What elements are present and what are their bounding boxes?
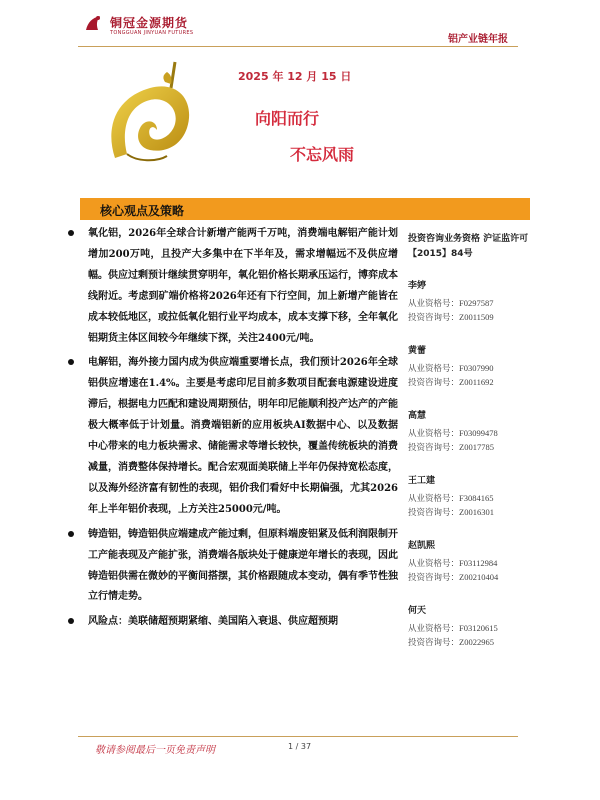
analyst-name: 李婷 [408,281,427,291]
core-views-list [64,224,398,637]
bullet-cast-aluminum [64,525,398,609]
analyst-cert: 从业资格号：F03099478 [408,428,498,438]
bullet-text: 铸造铝，铸造铝供应端建成产能过剩，但原料端废铝紧及低利润限制开工产能表现及产能扩张，消费端各版块处于健康逆年增长的表现，因此铸造铝供需在微妙的平衡间搭摆，其价格跟随成本变动，偶有季节性独立行情走势。 [88,528,398,603]
analyst-card [408,603,530,649]
analyst-card [408,278,530,324]
analyst-card [408,343,530,389]
bullet-dot-icon [68,230,74,236]
bullet-risks [64,612,398,633]
bullet-text: 风险点：美联储超预期紧缩、美国陷入衰退、供应超预期 [88,616,338,628]
page-number: 1 / 37 [288,742,312,751]
analyst-advisory: 投资咨询号：Z00210404 [408,572,499,582]
bullet-text: 电解铝，海外接力国内成为供应端重要增长点，我们预计2026年全球铝供应增速在1.4%。主要是考虑印尼目前多数项目配套电源建设进度滞后，根据电力匹配和建设周期预估，明年印尼能顺利投产达产的产能极大概率低于计划量。消费端铝新的应用板块AI数据中心、以及数据中心带来的电力板块需求、储能需求等增长较快，覆盖传统板块的消费减量，消费整体保持增长。配合宏观面美联储上半年仍保持宽松态度，以及海外经济富有韧性的表现，铝价我们看好中长期偏强，尤其2026年上半年铝价表现，上方关注25000元/吨。 [88,357,398,515]
report-title-line1: 向阳而行 [255,109,320,128]
header-divider [78,46,518,47]
analyst-card [408,473,530,519]
analyst-card [408,408,530,454]
analyst-sidebar [408,232,530,668]
bullet-text: 氧化铝，2026年全球合计新增产能两千万吨，消费端电解铝产能计划增加200万吨，且投产大多集中在下半年及，需求增幅远不及供应增幅。供应过剩预计继续贯穿明年，氧化铝价格长期承压运行，博弈成本线附近。考虑到矿端价格将2026年还有下行空间，加上新增产能皆在成本较低地区，或拉低氧化铝行业平均成本，成本支撑下移，全年氧化铝期货主体区间较今年继续下探，关注2400元/吨。 [88,228,398,344]
company-logo-icon [82,12,104,34]
license-heading: 投资咨询业务资格 沪证监许可【2015】84号 [408,234,529,259]
analyst-cert: 从业资格号：F03112984 [408,558,498,568]
analyst-advisory: 投资咨询号：Z0016301 [408,507,494,517]
company-name-cn: 铜冠金源期货 [110,16,189,30]
bullet-alumina [64,224,398,349]
footer-divider [78,736,518,737]
analyst-advisory: 投资咨询号：Z0022965 [408,637,494,647]
report-type: 铝产业链年报 [448,34,508,45]
bullet-electrolytic-aluminum [64,353,398,520]
bullet-dot-icon [68,618,74,624]
report-title-line2: 不忘风雨 [290,145,355,164]
report-date: 2025 年 12 月 15 日 [238,70,352,83]
golden-horse-emblem-icon [95,58,205,190]
analyst-advisory: 投资咨询号：Z0017785 [408,442,494,452]
analyst-advisory: 投资咨询号：Z0011692 [408,377,494,387]
analyst-cert: 从业资格号：F03120615 [408,623,498,633]
analyst-cert: 从业资格号：F0297587 [408,298,494,308]
bullet-dot-icon [68,359,74,365]
company-name-en: TONGGUAN JINYUAN FUTURES [110,30,194,36]
analyst-name: 王工建 [408,476,436,486]
analyst-name: 赵凯熙 [408,541,436,551]
analyst-cert: 从业资格号：F0307990 [408,363,494,373]
analyst-name: 何天 [408,606,427,616]
analyst-cert: 从业资格号：F3084165 [408,493,494,503]
analyst-name: 黄蕾 [408,346,427,356]
section-title: 核心观点及策略 [100,204,185,218]
analyst-advisory: 投资咨询号：Z0011509 [408,312,494,322]
analyst-name: 高慧 [408,411,427,421]
bullet-dot-icon [68,531,74,537]
analyst-card [408,538,530,584]
disclaimer-note: 敬请参阅最后一页免责声明 [95,745,215,756]
